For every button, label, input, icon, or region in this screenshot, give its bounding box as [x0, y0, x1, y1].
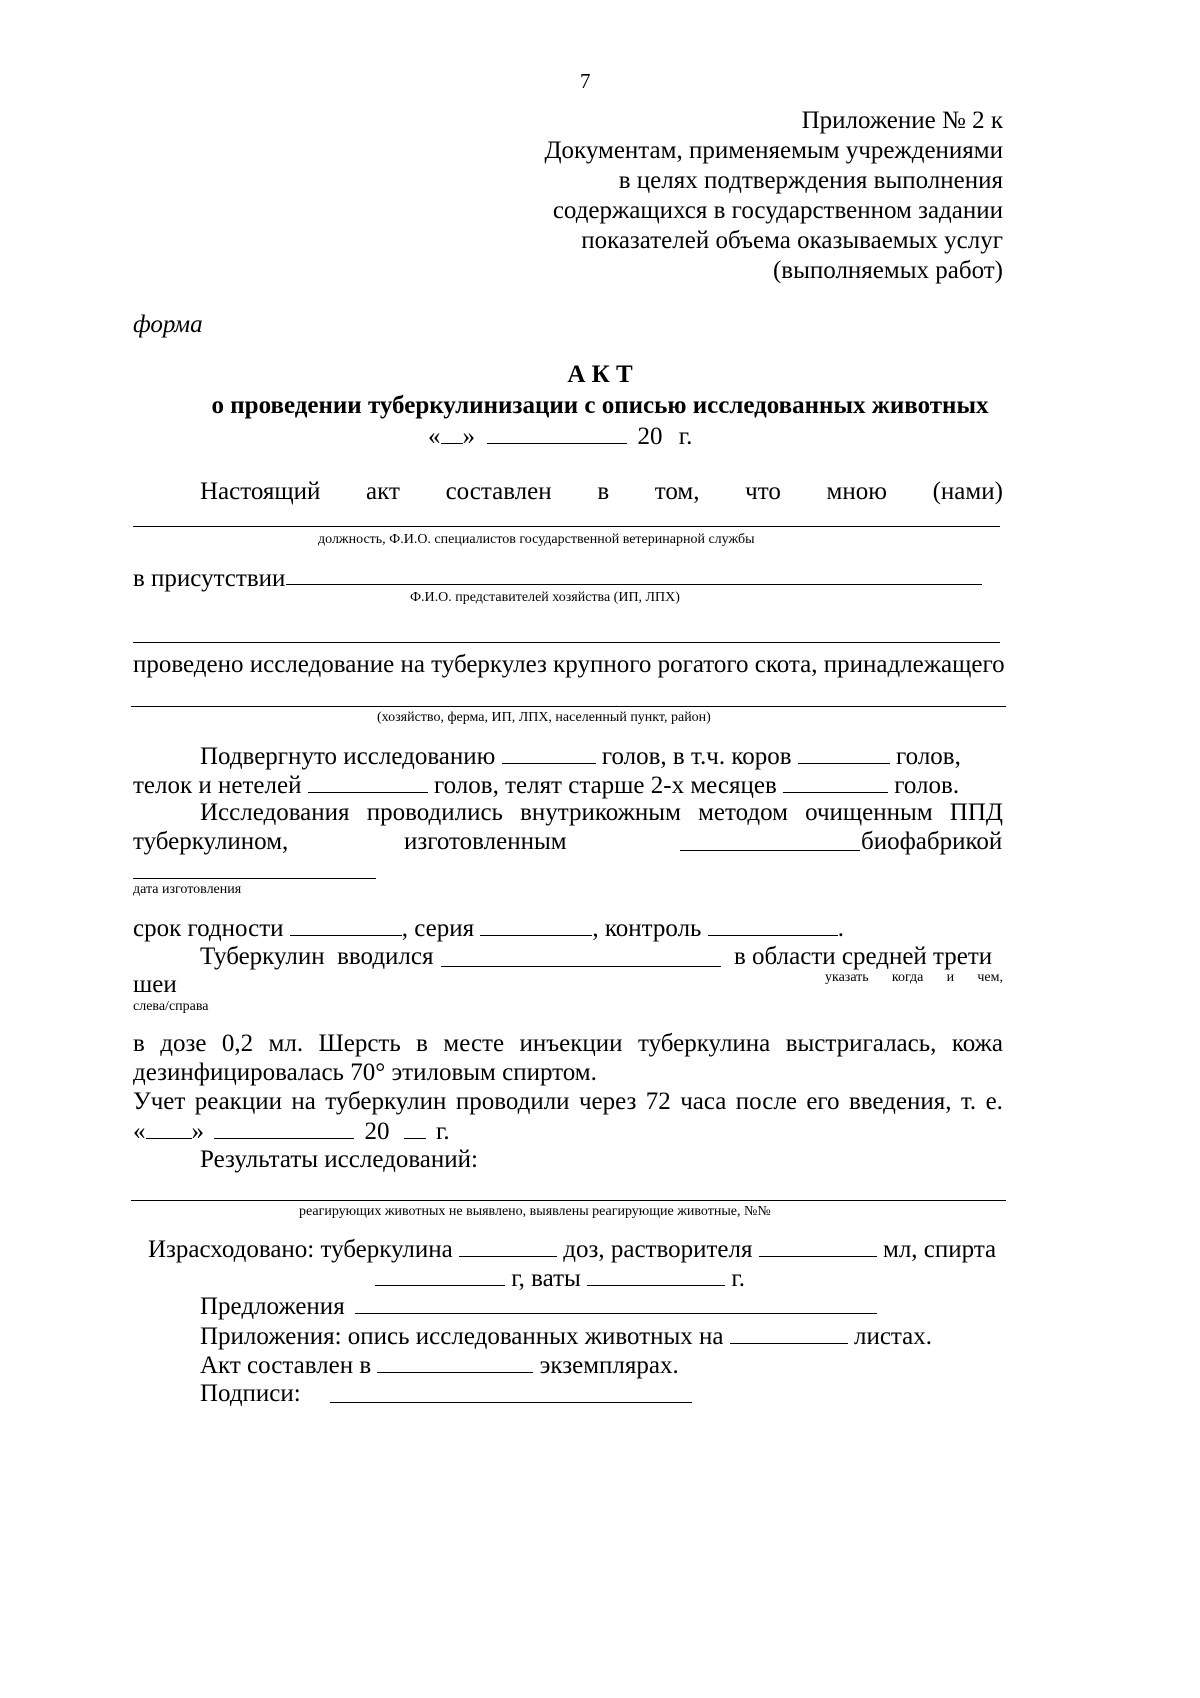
research-text: проведено исследование на туберкулез крупного рогатого скота, принадлежащего — [133, 651, 1005, 678]
copies-blank[interactable] — [377, 1350, 533, 1373]
caption-representatives: Ф.И.О. представителей хозяйства (ИП, ЛПХ) — [410, 590, 680, 605]
date-day-blank[interactable] — [441, 421, 463, 444]
tuberculin-blank[interactable] — [459, 1234, 557, 1257]
page-number: 7 — [580, 69, 591, 93]
owner-line[interactable] — [131, 706, 1006, 707]
cotton-blank[interactable] — [587, 1263, 725, 1286]
results-label: Результаты исследований: — [200, 1146, 478, 1173]
appendix-line: содержащихся в государственном задании — [552, 197, 1003, 224]
caption-side: слева/справа — [133, 999, 209, 1014]
appendix-header — [403, 106, 1003, 286]
heifers-blank[interactable] — [308, 770, 428, 793]
cows-blank[interactable] — [798, 741, 890, 764]
injection-c: в области средней трети — [734, 943, 993, 970]
caption-owner: (хозяйство, ферма, ИП, ЛПХ, населенный пункт, район) — [377, 710, 711, 725]
act-subtitle: о проведении туберкулинизации с описью исследованных животных — [211, 392, 989, 419]
heads-total-blank[interactable] — [502, 741, 596, 764]
presence-label: в присутствии — [133, 565, 286, 592]
expiry-blank[interactable] — [290, 913, 402, 936]
reaction-day-blank[interactable] — [146, 1116, 192, 1139]
expiry-line: срок годности , серия , контроль . — [133, 915, 844, 942]
control-blank[interactable] — [708, 913, 838, 936]
specialists-line[interactable] — [133, 526, 1000, 527]
consumed-line-1: Израсходовано: туберкулина доз, растворителя мл, спирта — [148, 1236, 997, 1263]
representatives-line-2[interactable] — [133, 642, 1000, 643]
appendix-line: показателей объема оказываемых услуг — [581, 227, 1003, 254]
consumed-line-2: г, ваты г. — [375, 1263, 745, 1294]
series-blank[interactable] — [480, 913, 592, 936]
caption-results: реагирующих животных не выявлено, выявлены реагирующие животные, №№ — [299, 1204, 771, 1219]
caption-date: дата изготовления — [133, 882, 242, 897]
dose-line-1: в дозе 0,2 мл. Шерсть в месте инъекции туберкулина выстригалась, кожа — [133, 1030, 1003, 1057]
reaction-month-blank[interactable] — [214, 1116, 354, 1139]
injection-line[interactable] — [441, 966, 721, 967]
examined-line-1: Подвергнуто исследованию голов, в т.ч. коров голов, — [200, 743, 961, 770]
reaction-date: « » 20 г. — [133, 1118, 450, 1145]
injection-d: шеи — [133, 971, 177, 998]
caption-when: указать когда и чем, — [825, 970, 1003, 985]
appendix-line: Приложение № 2 к — [801, 107, 1003, 134]
reaction-line-1: Учет реакции на туберкулин проводили через 72 часа после его введения, т. е. — [133, 1088, 1003, 1115]
caption-specialists: должность, Ф.И.О. специалистов государственной ветеринарной службы — [318, 532, 755, 547]
method-line-2c: биофабрикой — [861, 828, 1003, 855]
examined-line-2: телок и нетелей голов, телят старше 2-х месяцев голов. — [133, 772, 960, 799]
signatures-line[interactable] — [330, 1402, 692, 1403]
method-line-2a: туберкулином, — [133, 828, 289, 855]
biofactory-line[interactable] — [680, 850, 860, 851]
attachments-line: Приложения: опись исследованных животных на листах. — [200, 1323, 933, 1350]
sheets-blank[interactable] — [730, 1321, 848, 1344]
calves-blank[interactable] — [783, 770, 888, 793]
manufacture-date-line[interactable] — [133, 878, 376, 879]
alcohol-blank[interactable] — [375, 1263, 505, 1286]
appendix-line: Документам, применяемым учреждениями — [544, 137, 1003, 164]
dose-line-2: дезинфицировалась 70° этиловым спиртом. — [133, 1059, 597, 1086]
results-line[interactable] — [131, 1200, 1006, 1201]
injection-a: Туберкулин вводился — [200, 943, 434, 970]
method-line-1: Исследования проводились внутрикожным методом очищенным ППД — [200, 799, 1003, 826]
presence-line[interactable] — [286, 584, 982, 585]
proposals-label: Предложения — [200, 1293, 345, 1320]
appendix-line: в целях подтверждения выполнения — [618, 167, 1003, 194]
signatures-label: Подписи: — [200, 1380, 301, 1407]
date-month-blank[interactable] — [487, 421, 627, 444]
method-line-2b: изготовленным — [404, 828, 567, 855]
reaction-year-blank[interactable] — [404, 1116, 426, 1139]
act-title: А К Т — [567, 361, 633, 388]
act-date: « » 20 г. — [428, 423, 693, 450]
proposals-line[interactable] — [355, 1313, 877, 1314]
intro-line: Настоящий акт составлен в том, что мною (нами) — [200, 478, 1003, 505]
appendix-line: (выполняемых работ) — [772, 257, 1003, 284]
copies-line: Акт составлен в экземплярах. — [200, 1352, 679, 1379]
form-label: форма — [133, 311, 203, 338]
solvent-blank[interactable] — [759, 1234, 877, 1257]
